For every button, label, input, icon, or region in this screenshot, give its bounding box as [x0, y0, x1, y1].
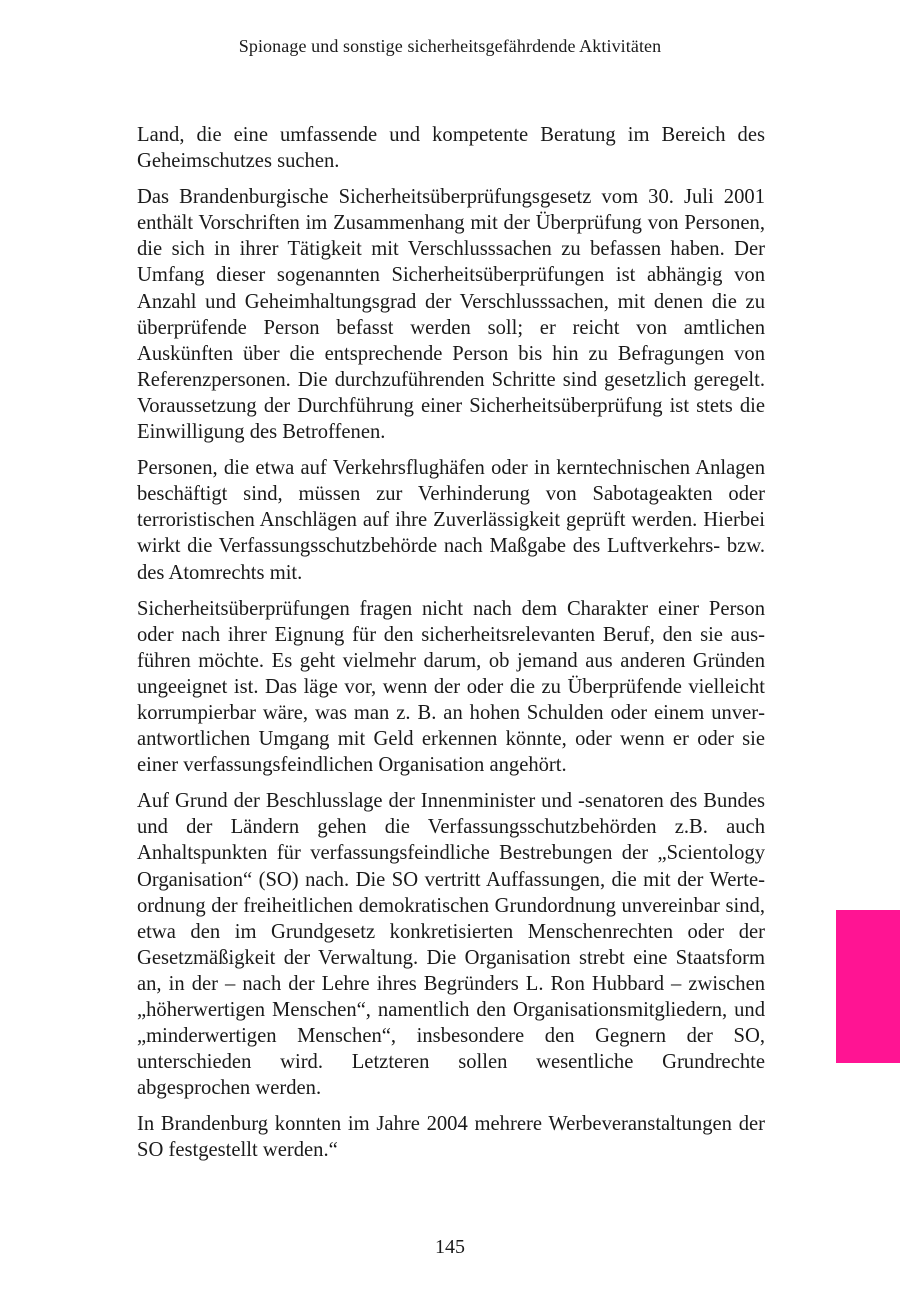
chapter-thumb-tab [836, 910, 900, 1063]
body-text [137, 122, 765, 1174]
paragraph: In Brandenburg konnten im Jahre 2004 mehrere Werbeveranstaltungen der SO festgestellt werden.“ [137, 1113, 765, 1162]
page-number: 145 [435, 1236, 465, 1258]
paragraph: Land, die eine umfassende und kompetente Beratung im Bereich des Geheimschutzes suchen. [137, 124, 765, 173]
paragraph: Das Brandenburgische Sicherheitsüberprüfungsgesetz vom 30. Juli 2001 enthält Vorschriften im Zusammenhang mit der Überprüfung von Personen, die sich in ihrer Tätigkeit mit Verschlusssachen zu befassen haben. Der Umfang dieser sogenannten Sicherheitsüberprüfungen ist abhängig von Anzahl und Geheimhaltungsgrad der Verschlusssachen, mit denen die zu überprüfende Person befasst werden soll; er reicht von amtlichen Auskünften über die entsprechende Person bis hin zu Befragungen von Referenzpersonen. Die durchzuführenden Schritte sind gesetzlich geregelt. Voraussetzung der Durchführung einer Sicherheitsüberprüfung ist stets die Einwilligung des Betroffenen. [137, 186, 765, 444]
paragraph: Sicherheitsüberprüfungen fragen nicht nach dem Charakter einer Person oder nach ihrer Eignung für den sicherheitsrelevanten Beruf, den sie ausführen möchte. Es geht vielmehr darum, ob jemand aus anderen Gründen ungeeignet ist. Das läge vor, wenn der oder die zu Überprüfende vielleicht korrumpierbar wäre, was man z. B. an hohen Schulden oder einem unverantwortlichen Umgang mit Geld erkennen könnte, oder wenn er oder sie einer verfassungsfeindlichen Organisation angehört. [137, 597, 765, 777]
paragraph: Auf Grund der Beschlusslage der Innenminister und -senatoren des Bundes und der Ländern gehen die Verfassungsschutzbehörden z.B. auch Anhaltspunkten für verfassungsfeindliche Bestrebungen der „Scientology Organisation“ (SO) nach. Die SO vertritt Auffassungen, die mit der Werteordnung der freiheitlichen demokratischen Grundordnung unvereinbar sind, etwa den im Grundgesetz konkretisierten Menschenrechten oder der Gesetzmäßigkeit der Verwaltung. Die Organisation strebt eine Staatsform an, in der – nach der Lehre ihres Begründers L. Ron Hubbard – zwischen „höherwertigen Menschen“, namentlich den Organisationsmitgliedern, und „minderwertigen Menschen“, insbesondere den Gegnern der SO, unterschieden wird. Letzteren sollen wesentliche Grundrechte abgesprochen werden. [137, 790, 765, 1100]
running-header: Spionage und sonstige sicherheitsgefährdende Aktivitäten [238, 36, 662, 56]
paragraph: Personen, die etwa auf Verkehrsflughäfen oder in kerntechnischen Anlagen beschäftigt sind, müssen zur Verhinderung von Sabotageakten oder terroristischen Anschlägen auf ihre Zuverlässigkeit geprüft werden. Hierbei wirkt die Verfassungsschutzbehörde nach Maßgabe des Luftverkehrs- bzw. des Atomrechts mit. [137, 457, 765, 584]
